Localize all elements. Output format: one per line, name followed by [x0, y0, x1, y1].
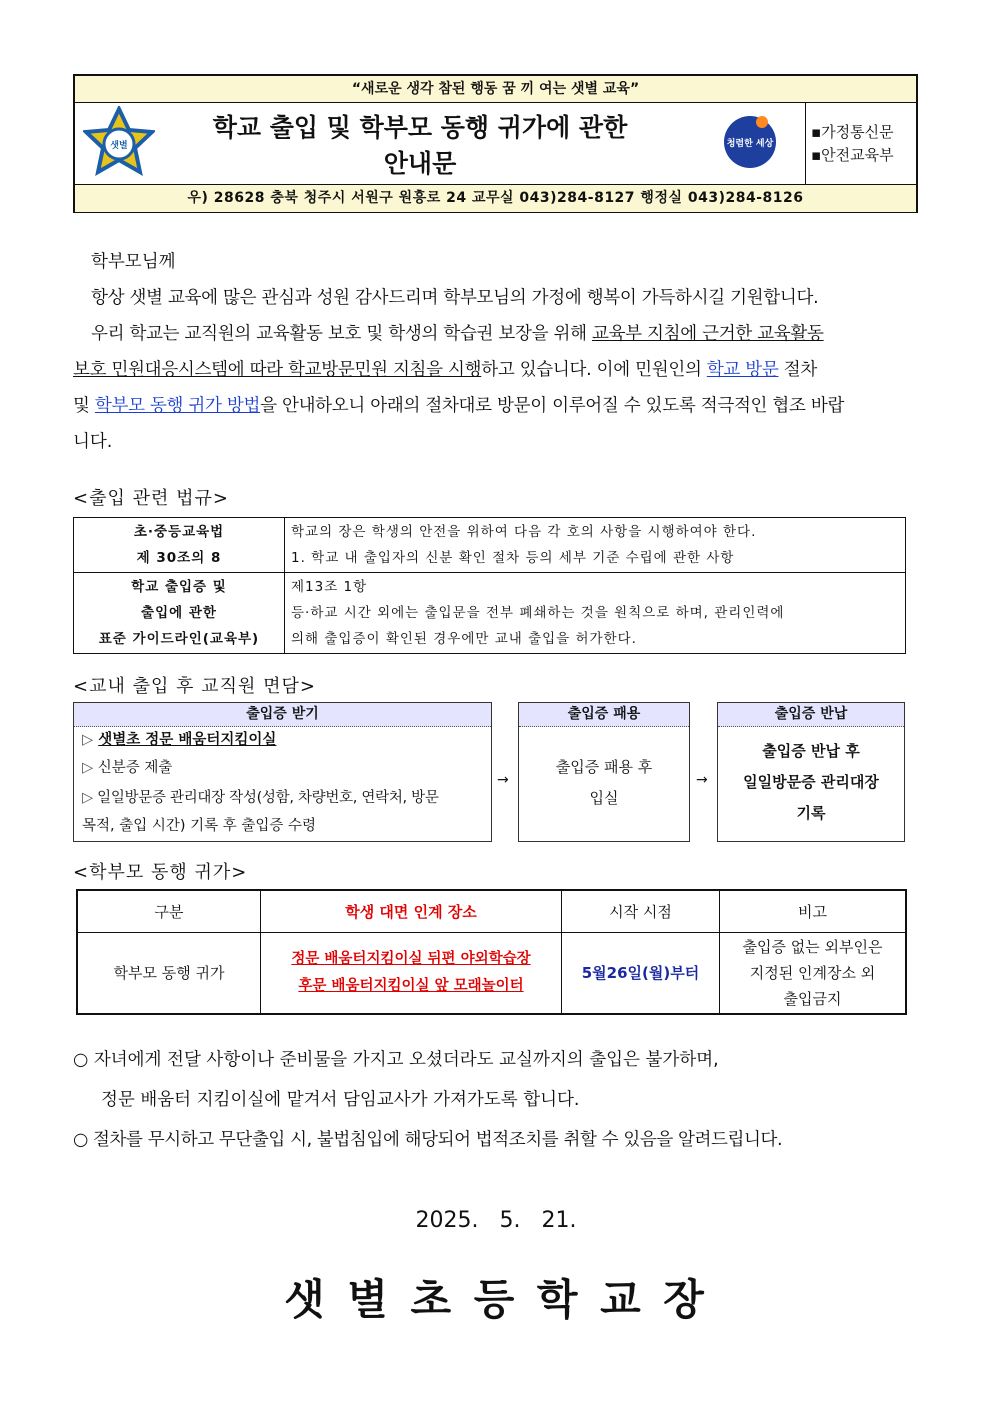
parent-escort-link[interactable]: 학부모 동행 귀가 방법	[94, 396, 261, 416]
document-title-line2: 안내문	[383, 149, 457, 178]
law-name-cell	[74, 573, 285, 654]
law-content-cell	[285, 573, 906, 654]
law-content-cell	[285, 518, 906, 573]
issue-date: 2025. 5. 21.	[415, 1208, 577, 1233]
step-box-return-pass	[717, 702, 905, 842]
step-text: 샛별초 정문 배움터지킴이실	[98, 732, 277, 748]
menu-item-safety-dept: ▪안전교육부	[811, 146, 894, 164]
letterhead	[73, 74, 918, 213]
cell-line: 출입에 관한	[141, 605, 217, 621]
cell-line: 1. 학교 내 출입자의 신분 확인 절차 등의 세부 기준 수립에 관한 사항	[291, 550, 735, 566]
step-item: 목적, 출입 시간) 기록 후 출입증 수령	[82, 818, 317, 834]
document-title-line1: 학교 출입 및 학부모 동행 귀가에 관한	[212, 113, 628, 142]
law-section-heading: <출입 관련 법규>	[73, 488, 229, 509]
intro-paragraph-2-line2	[73, 352, 923, 388]
step-box-body	[718, 727, 904, 829]
emblem-text: 샛별	[110, 141, 128, 151]
law-table	[73, 517, 906, 654]
notice-item	[73, 1045, 923, 1075]
menu-item-newsletter: ▪가정통신문	[811, 123, 894, 141]
remark-cell	[720, 932, 907, 1014]
table-row	[74, 573, 906, 654]
step-box-receive-pass	[73, 702, 492, 842]
school-emblem-icon	[83, 106, 155, 178]
circle-bullet-icon: ○	[73, 1130, 88, 1150]
menu-label: 안전교육부	[821, 146, 894, 164]
notice-text: 자녀에게 전달 사항이나 준비물을 가지고 오셨더라도 교실까지의 출입은 불가하며,	[93, 1050, 719, 1070]
column-header: 시작 시점	[562, 890, 720, 932]
integrity-logo-text: 청렴한 세상	[726, 139, 774, 149]
text: 우리 학교는 교직원의 교육활동 보호 및 학생의 학습권 보장을 위해	[91, 324, 592, 344]
step-text: 신분증 제출	[97, 760, 173, 776]
table-row	[74, 518, 906, 573]
arrow-icon: →	[497, 772, 509, 788]
bullet-icon: ▷	[82, 732, 94, 748]
step-box-title: 출입증 반납	[718, 703, 904, 727]
letterhead-title-row	[75, 102, 916, 184]
notice-item-continued: 정문 배움터 지킴이실에 맡겨서 담임교사가 가져가도록 합니다.	[101, 1090, 580, 1110]
circle-bullet-icon: ○	[73, 1050, 89, 1070]
notice-text: 절차를 무시하고 무단출입 시, 불법침입에 해당되어 법적조치를 취할 수 있음을 알려드립니다.	[93, 1130, 783, 1150]
remark-text: 출입금지	[783, 989, 842, 1008]
step-text: 출입증 패용 후	[555, 758, 653, 776]
step-box-title: 출입증 패용	[519, 703, 689, 727]
column-header: 구분	[77, 890, 261, 932]
cell-line: 표준 가이드라인(교육부)	[98, 631, 260, 647]
step-box-body	[519, 727, 689, 814]
text: 및	[73, 396, 95, 416]
cell-line: 초·중등교육법	[133, 524, 225, 540]
handover-place-cell	[261, 932, 562, 1014]
divider	[805, 102, 806, 184]
intro-paragraph-1: 항상 샛별 교육에 많은 관심과 성원 감사드리며 학부모님의 가정에 행복이 가득하시길 기원합니다.	[91, 288, 819, 308]
menu-label: 가정통신문	[821, 123, 894, 141]
cell-line: 제 30조의 8	[136, 550, 222, 566]
remark-text: 지정된 인계장소 외	[749, 963, 876, 982]
procedure-heading: <교내 출입 후 교직원 면담>	[73, 676, 316, 697]
start-date-cell: 5월26일(월)부터	[562, 932, 720, 1014]
principal-signature: 샛 별 초 등 학 교 장	[284, 1275, 708, 1324]
notice-item	[73, 1125, 933, 1155]
text: 절차	[778, 360, 817, 380]
step-box-wear-pass	[518, 702, 690, 842]
return-section-heading: <학부모 동행 귀가>	[73, 862, 248, 883]
column-header: 비고	[720, 890, 907, 932]
step-item	[74, 783, 491, 813]
cell-line: 의해 출입증이 확인된 경우에만 교내 출입을 허가한다.	[291, 631, 637, 647]
school-slogan: “새로운 생각 참된 행동 꿈 끼 여는 샛별 교육”	[75, 76, 916, 103]
table-row	[77, 932, 906, 1014]
step-text: 일일방문증 관리대장	[743, 773, 879, 791]
step-text: 일일방문증 관리대장 작성(성함, 차량번호, 연락처, 방문	[97, 790, 439, 806]
type-cell: 학부모 동행 귀가	[77, 932, 261, 1014]
step-item	[74, 727, 491, 753]
bullet-icon: ▷	[82, 760, 94, 776]
cell-line: 학교의 장은 학생의 안전을 위하여 다음 각 호의 사항을 시행하여야 한다.	[291, 524, 757, 540]
step-text: 입실	[589, 789, 619, 807]
column-header: 학생 대면 인계 장소	[261, 890, 562, 932]
remark-text: 출입증 없는 외부인은	[742, 937, 883, 956]
step-box-title: 출입증 받기	[74, 703, 491, 727]
text: 보호 민원대응시스템에 따라 학교방문민원 지침을 시행	[73, 360, 482, 380]
greeting: 학부모님께	[91, 252, 176, 272]
return-table	[76, 889, 907, 1015]
cell-line: 등·하교 시간 외에는 출입문을 전부 폐쇄하는 것을 원칙으로 하며, 관리인력에	[291, 605, 785, 621]
school-address: 우) 28628 충북 청주시 서원구 원흥로 24 교무실 043)284-8127 행정실 043)284-8126	[75, 184, 916, 212]
integrity-logo-icon	[722, 106, 778, 178]
law-name-cell	[74, 518, 285, 573]
text: 교육부 지침에 근거한 교육활동	[591, 324, 824, 344]
intro-paragraph-2-line1	[73, 316, 923, 352]
step-item	[74, 753, 491, 783]
table-header-row	[77, 890, 906, 932]
text: 하고 있습니다. 이에 민원인의	[481, 360, 707, 380]
place-text: 정문 배움터지킴이실 뒤편 야외학습장	[291, 950, 531, 967]
intro-paragraph-2-line4: 니다.	[73, 432, 113, 452]
step-box-body	[74, 727, 491, 839]
intro-paragraph-2-line3	[73, 388, 923, 424]
arrow-icon: →	[696, 772, 708, 788]
step-text: 출입증 반납 후	[762, 742, 860, 760]
step-text: 기록	[796, 804, 826, 822]
place-text: 후문 배움터지킴이실 앞 모래놀이터	[298, 977, 524, 994]
school-visit-link[interactable]: 학교 방문	[706, 360, 779, 380]
text: 을 안내하오니 아래의 절차대로 방문이 이루어질 수 있도록 적극적인 협조 바랍	[260, 396, 845, 416]
cell-line: 제13조 1항	[291, 579, 368, 595]
cell-line: 학교 출입증 및	[131, 579, 227, 595]
bullet-icon: ▷	[82, 790, 93, 806]
